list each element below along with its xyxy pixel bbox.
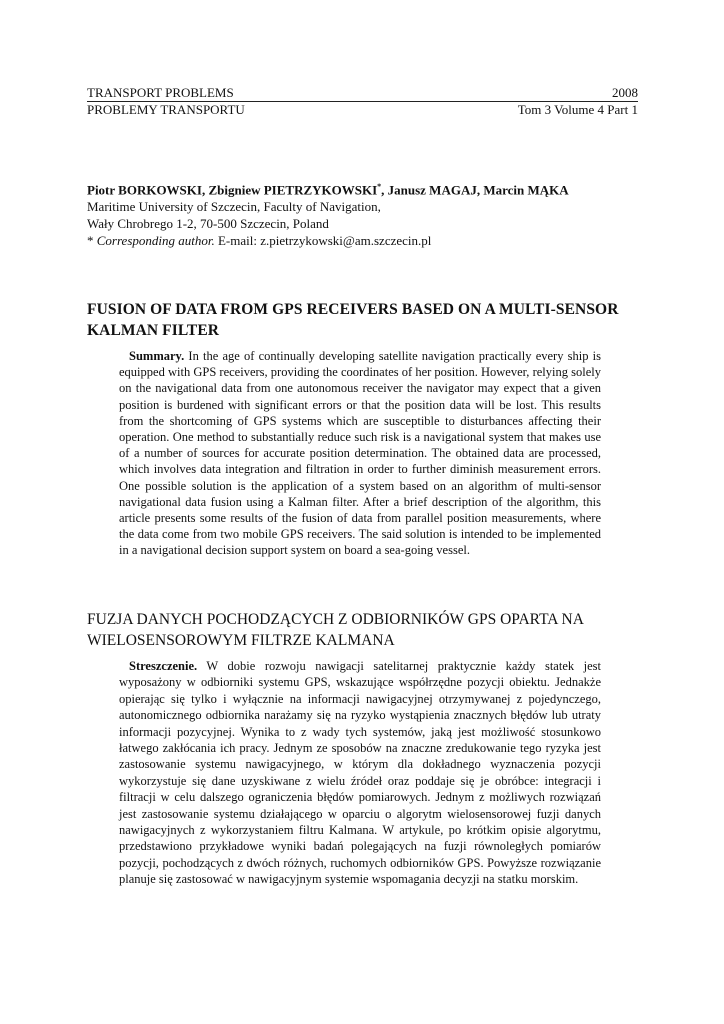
journal-name-pl: PROBLEMY TRANSPORTU [87, 102, 245, 117]
author-names-first: Piotr BORKOWSKI, Zbigniew PIETRZYKOWSKI [87, 182, 378, 198]
paper-title-pl: FUZJA DANYCH POCHODZĄCYCH Z ODBIORNIKÓW GPS OPARTA NA WIELOSENSOROWYM FILTRZE KALMANA [87, 611, 584, 649]
volume-info: Tom 3 Volume 4 Part 1 [517, 102, 638, 117]
affiliation: Maritime University of Szczecin, Faculty of Navigation, [87, 199, 381, 215]
corr-label: Corresponding author. [96, 233, 215, 249]
summary-text: In the age of continually developing satellite navigation practically every ship is equipped with GPS receivers, providing the coordinates of her position. However, relying solely on the navigational data from one autonomous receiver the navigator may expect that a given position is burdened with significant errors or that the position data will be lost. This results from the shortcoming of GPS systems which are susceptible to disturbances affecting their operation. One method to substantially reduce such risk is a navigational system that makes use of a number of sources for accurate position determination. The obtained data are processed, which involves data integration and filtration in order to further diminish measurement errors. One possible solution is the application of a system based on an algorithm of multi-sensor navigational data fusion using a Kalman filter. After a brief description of the algorithm, this article presents some results of the fusion of data from parallel position measurements, where the data come from two mobile GPS receivers. The said solution is intended to be implemented in a navigational decision support system on board a sea-going vessel. [119, 349, 601, 558]
journal-name-en: TRANSPORT PROBLEMS [87, 85, 234, 100]
header-row-2 [87, 102, 638, 118]
header-row-1 [87, 85, 638, 102]
summary-label: Summary. [129, 349, 185, 363]
corresponding-author [87, 232, 638, 249]
address: Wały Chrobrego 1-2, 70-500 Szczecin, Poland [87, 216, 329, 232]
corr-star: * [87, 233, 97, 249]
author-names [87, 178, 638, 198]
paper-title-en: FUSION OF DATA FROM GPS RECEIVERS BASED ON A MULTI-SENSOR KALMAN FILTER [87, 301, 619, 339]
abstract-pl [119, 658, 601, 888]
corr-email: E-mail: z.pietrzykowski@am.szczecin.pl [214, 233, 432, 249]
streszczenie-label: Streszczenie. [129, 659, 198, 673]
year: 2008 [612, 85, 638, 100]
running-header [87, 85, 638, 118]
author-names-rest: , Janusz MAGAJ, Marcin MĄKA [381, 182, 569, 198]
abstract-en [119, 348, 601, 559]
corresponding-marker: * [377, 182, 382, 191]
author-block [87, 178, 638, 249]
streszczenie-text: W dobie rozwoju nawigacji satelitarnej praktycznie każdy statek jest wyposażony w odbiorniki systemu GPS, wskazujące współrzędne pozycji obiektu. Jednakże opierając się tylko i wyłącznie na informacji nawigacyjnej otrzymywanej z pojedynczego, autonomicznego odbiornika narażamy się na ryzyko wystąpienia znacznych błędów lub utraty informacji pozycyjnej. Wynika to z wady tych systemów, jaką jest możliwość stosunkowo łatwego zakłócania ich pracy. Jednym ze sposobów na znaczne zredukowanie tego ryzyka jest zastosowanie systemu nawigacyjnego, w którym dla dokładnego wyznaczenia pozycji wykorzystuje się dane uzyskiwane z wielu źródeł oraz poddaje się je obróbce: integracji i filtracji w celu dalszego ograniczenia błędów pomiarowych. Jednym z możliwych rozwiązań jest zastosowanie systemu działającego w oparciu o algorytm wielosensorowej fuzji danych nawigacyjnych z wykorzystaniem filtru Kalmana. W artykule, po krótkim opisie algorytmu, przedstawiono przykładowe wyniki badań polegających na fuzji równoległych pomiarów pozycji, pochodzących z dwóch różnych, ruchomych odbiorników GPS. Powyższe rozwiązanie planuje się zastosować w nawigacyjnym systemie wspomagania decyzji na statku morskim. [119, 659, 601, 887]
